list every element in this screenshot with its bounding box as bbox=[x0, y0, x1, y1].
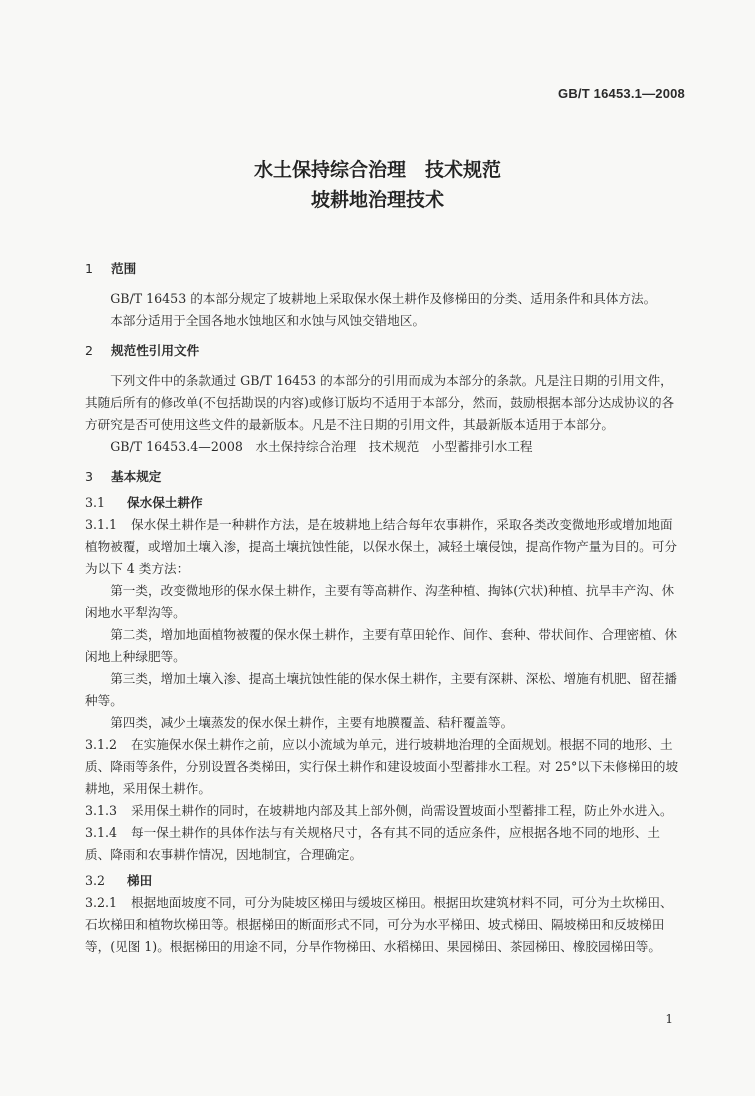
subsection-heading: 3.2 梯田 bbox=[85, 873, 153, 888]
paragraph: 第四类，减少土壤蒸发的保水保土耕作，主要有地膜覆盖、秸秆覆盖等。 bbox=[110, 715, 514, 730]
paragraph: 第二类，增加地面植物被覆的保水保土耕作，主要有草田轮作、间作、套种、带状间作、合理密植、休闲地上种绿肥等。 bbox=[85, 627, 677, 664]
standard-code: GB/T 16453.1—2008 bbox=[558, 86, 685, 101]
clause: 3.1.4 每一保土耕作的具体作法与有关规格尺寸，各有其不同的适应条件，应根据各地不同的地形、土质、降雨和农事耕作情况，因地制宜，合理确定。 bbox=[85, 825, 660, 862]
document-title: 水土保持综合治理 技术规范 bbox=[253, 159, 501, 181]
paragraph: 下列文件中的条款通过 GB/T 16453 的本部分的引用而成为本部分的条款。凡是注日期的引用文件，其随后所有的修改单(不包括勘误的内容)或修订版均不适用于本部分，然而，鼓励根据本部分达成协议的各方研究是否可使用这些文件的最新版本。凡是不注日期的引用文件，其最新版本适用于本部分。 bbox=[85, 373, 675, 432]
section-heading-scope: 1 范围 bbox=[85, 261, 137, 276]
clause: 3.1.2 在实施保水保土耕作之前，应以小流域为单元，进行坡耕地治理的全面规划。根据不同的地形、土质、降雨等条件，分别设置各类梯田，实行保土耕作和建设坡面小型蓄排水工程。对 25°以下未修梯田的坡耕地，采用保土耕作。 bbox=[85, 737, 679, 796]
clause: 3.1.3 采用保土耕作的同时，在坡耕地内部及其上部外侧，尚需设置坡面小型蓄排工程，防止外水进入。 bbox=[85, 803, 673, 818]
clause: 3.1.1 保水保土耕作是一种耕作方法，是在坡耕地上结合每年农事耕作，采取各类改变微地形或增加地面植物被覆，或增加土壤入渗，提高土壤抗蚀性能，以保水保土，减轻土壤侵蚀，提高作物产量为目的。可分为以下 4 类方法： bbox=[85, 517, 677, 576]
paragraph: 本部分适用于全国各地水蚀地区和水蚀与风蚀交错地区。 bbox=[110, 313, 426, 328]
paragraph: 第一类，改变微地形的保水保土耕作，主要有等高耕作、沟垄种植、掏钵(穴状)种植、抗旱丰产沟、休闲地水平犁沟等。 bbox=[85, 583, 675, 620]
page-number: 1 bbox=[665, 1012, 673, 1026]
reference-entry: GB/T 16453.4—2008 水土保持综合治理 技术规范 小型蓄排引水工程 bbox=[110, 439, 533, 454]
paragraph: 第三类，增加土壤入渗、提高土壤抗蚀性能的保水保土耕作，主要有深耕、深松、增施有机肥、留茬播种等。 bbox=[85, 671, 677, 708]
document-subtitle: 坡耕地治理技术 bbox=[310, 189, 444, 211]
subsection-heading: 3.1 保水保土耕作 bbox=[85, 495, 203, 510]
document-body bbox=[85, 258, 685, 958]
paragraph: GB/T 16453 的本部分规定了坡耕地上采取保水保土耕作及修梯田的分类、适用条件和具体方法。 bbox=[110, 291, 657, 306]
section-heading-references: 2 规范性引用文件 bbox=[85, 343, 200, 358]
section-heading-basic-rules: 3 基本规定 bbox=[85, 469, 162, 484]
clause: 3.2.1 根据地面坡度不同，可分为陡坡区梯田与缓坡区梯田。根据田坎建筑材料不同，可分为土坎梯田、石坎梯田和植物坎梯田等。根据梯田的断面形式不同，可分为水平梯田、坡式梯田、隔坡梯田和反坡梯田等，(见图 1)。根据梯田的用途不同，分旱作物梯田、水稻梯田、果园梯田、茶园梯田、橡胶园梯田等。 bbox=[85, 895, 673, 954]
